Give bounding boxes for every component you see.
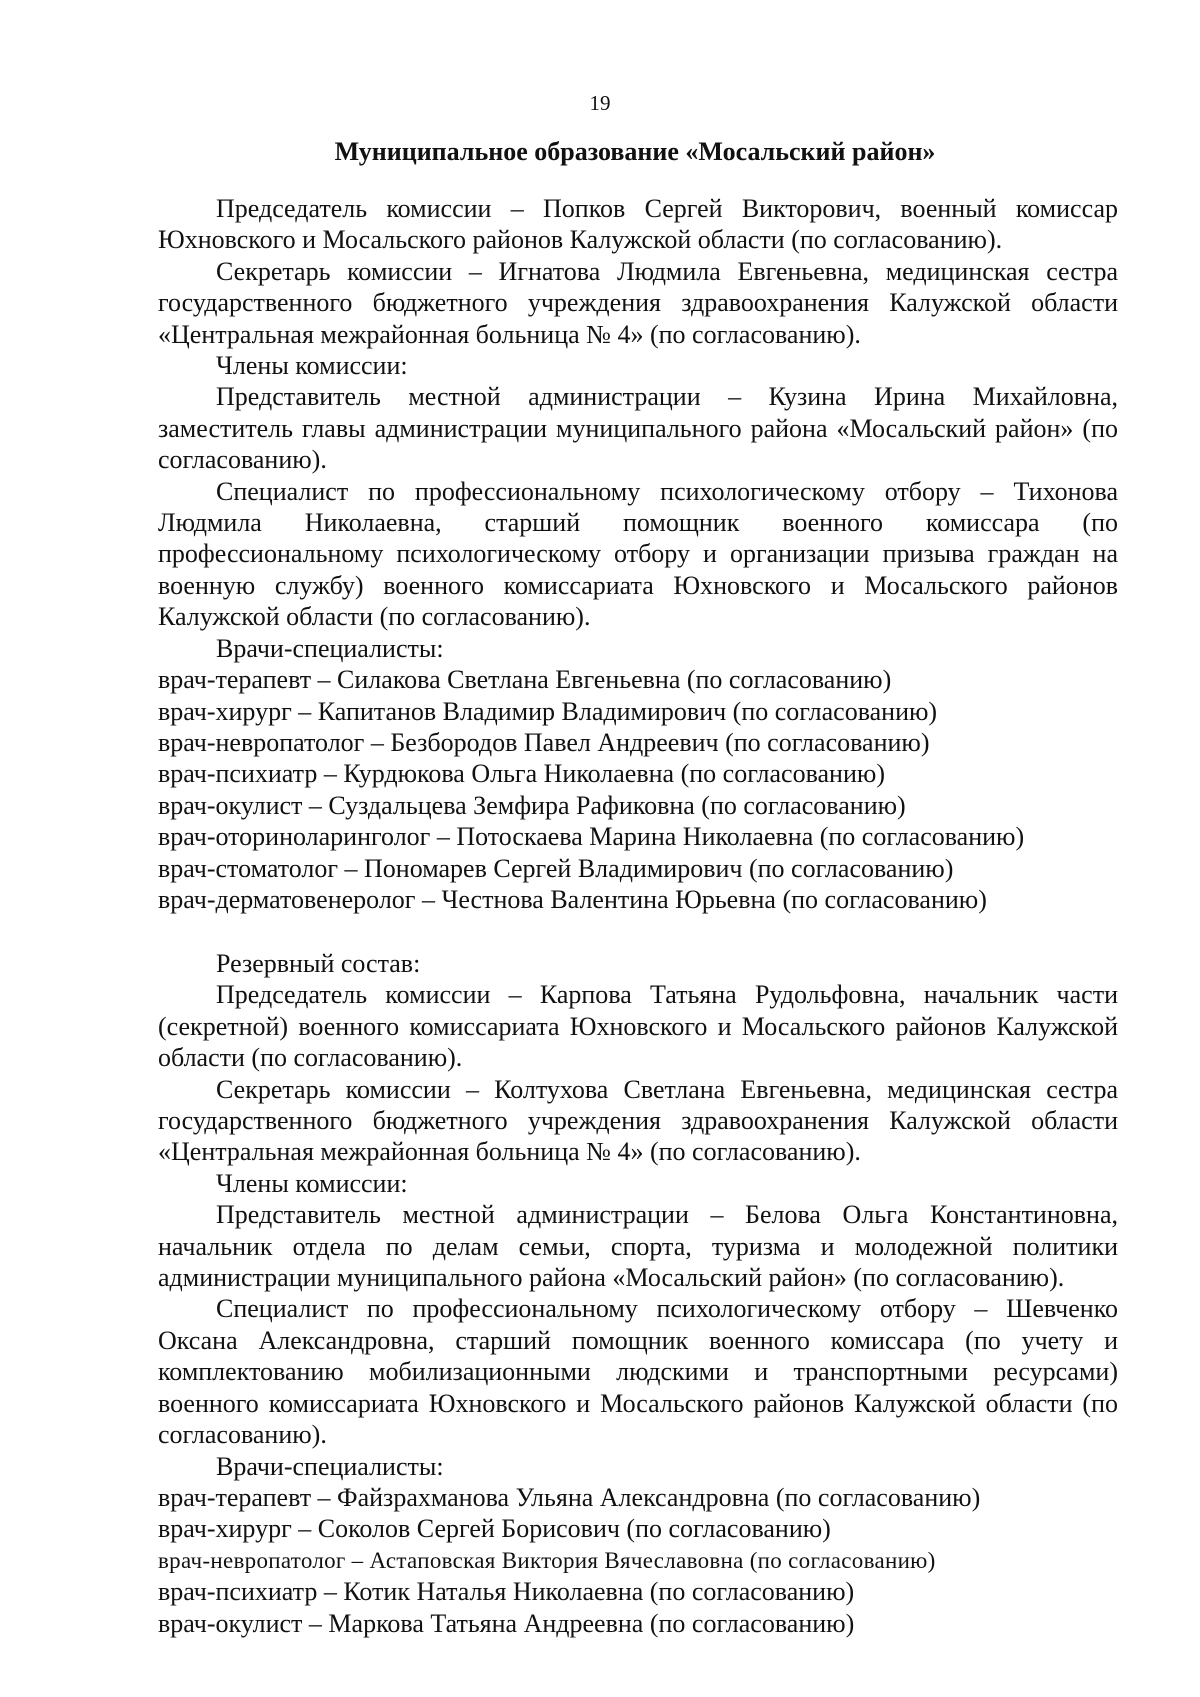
page-number: 19	[589, 91, 611, 115]
doctor-line: врач-невропатолог – Безбородов Павел Андреевич (по согласованию)	[158, 727, 930, 757]
reserve-members-label: Члены комиссии:	[216, 1168, 408, 1198]
admin-representative-paragraph: Представитель местной администрации – Кузина Ирина Михайловна, заместитель главы администрации муниципального района «Мосальский район» (по согласованию).	[158, 382, 1118, 475]
reserve-secretary-paragraph: Секретарь комиссии – Колтухова Светлана Евгеньевна, медицинская сестра государственного бюджетного учреждения здравоохранения Калужской области «Центральная межрайонная больница № 4» (по согласованию).	[158, 1074, 1118, 1167]
reserve-doctor-line: врач-терапевт – Файзрахманова Ульяна Александровна (по согласованию)	[158, 1482, 981, 1512]
reserve-chairman-paragraph: Председатель комиссии – Карпова Татьяна Рудольфовна, начальник части (секретной) военного комиссариата Юхновского и Мосальского районов Калужской области (по согласованию).	[158, 980, 1118, 1073]
reserve-psych-specialist-paragraph: Специалист по профессиональному психологическому отбору – Шевченко Оксана Александровна, старший помощник военного комиссара (по учету и комплектованию мобилизационными людскими и транспортными ресурсами) военного комиссариата Юхновского и Мосальского районов Калужской области (по согласованию).	[158, 1294, 1118, 1450]
reserve-doctor-line: врач-хирург – Соколов Сергей Борисович (по согласованию)	[158, 1514, 831, 1544]
doctor-line: врач-стоматолог – Пономарев Сергей Владимирович (по согласованию)	[158, 853, 954, 883]
doctor-line: врач-окулист – Суздальцева Земфира Рафиковна (по согласованию)	[158, 790, 906, 820]
doctor-line: врач-терапевт – Силакова Светлана Евгеньевна (по согласованию)	[158, 665, 892, 695]
doctor-line: врач-хирург – Капитанов Владимир Владимирович (по согласованию)	[158, 696, 938, 726]
reserve-doctor-line: врач-невропатолог – Астаповская Виктория Вячеславовна (по согласованию)	[158, 1547, 936, 1573]
reserve-doctors-label: Врачи-специалисты:	[216, 1451, 444, 1481]
reserve-label: Резервный состав:	[216, 949, 421, 978]
page-heading: Муниципальное образование «Мосальский район»	[334, 137, 936, 166]
reserve-composition-section	[158, 948, 1118, 1639]
doctors-label: Врачи-специалисты:	[216, 633, 444, 663]
doctor-line: врач-оториноларинголог – Потоскаева Марина Николаевна (по согласованию)	[158, 822, 1025, 852]
doctor-line: врач-дерматовенеролог – Честнова Валентина Юрьевна (по согласованию)	[158, 884, 987, 914]
reserve-admin-representative-paragraph: Представитель местной администрации – Белова Ольга Константиновна, начальник отдела по делам семьи, спорта, туризма и молодежной политики администрации муниципального района «Мосальский район» (по согласованию).	[158, 1200, 1118, 1293]
members-label: Члены комиссии:	[216, 351, 408, 381]
main-composition-section	[158, 193, 1118, 915]
doctor-line: врач-психиатр – Курдюкова Ольга Николаевна (по согласованию)	[158, 759, 885, 789]
reserve-doctor-line: врач-психиатр – Котик Наталья Николаевна (по согласованию)	[158, 1577, 855, 1607]
reserve-doctor-line: врач-окулист – Маркова Татьяна Андреевна (по согласованию)	[158, 1608, 855, 1638]
chairman-paragraph: Председатель комиссии – Попков Сергей Викторович, военный комиссар Юхновского и Мосальского районов Калужской области (по согласованию).	[158, 194, 1118, 255]
secretary-paragraph: Секретарь комиссии – Игнатова Людмила Евгеньевна, медицинская сестра государственного бюджетного учреждения здравоохранения Калужской области «Центральная межрайонная больница № 4» (по согласованию).	[158, 256, 1118, 349]
psych-specialist-paragraph: Специалист по профессиональному психологическому отбору – Тихонова Людмила Николаевна, старший помощник военного комиссара (по профессиональному психологическому отбору и организации призыва граждан на военную службу) военного комиссариата Юхновского и Мосальского районов Калужской области (по согласованию).	[158, 476, 1118, 632]
